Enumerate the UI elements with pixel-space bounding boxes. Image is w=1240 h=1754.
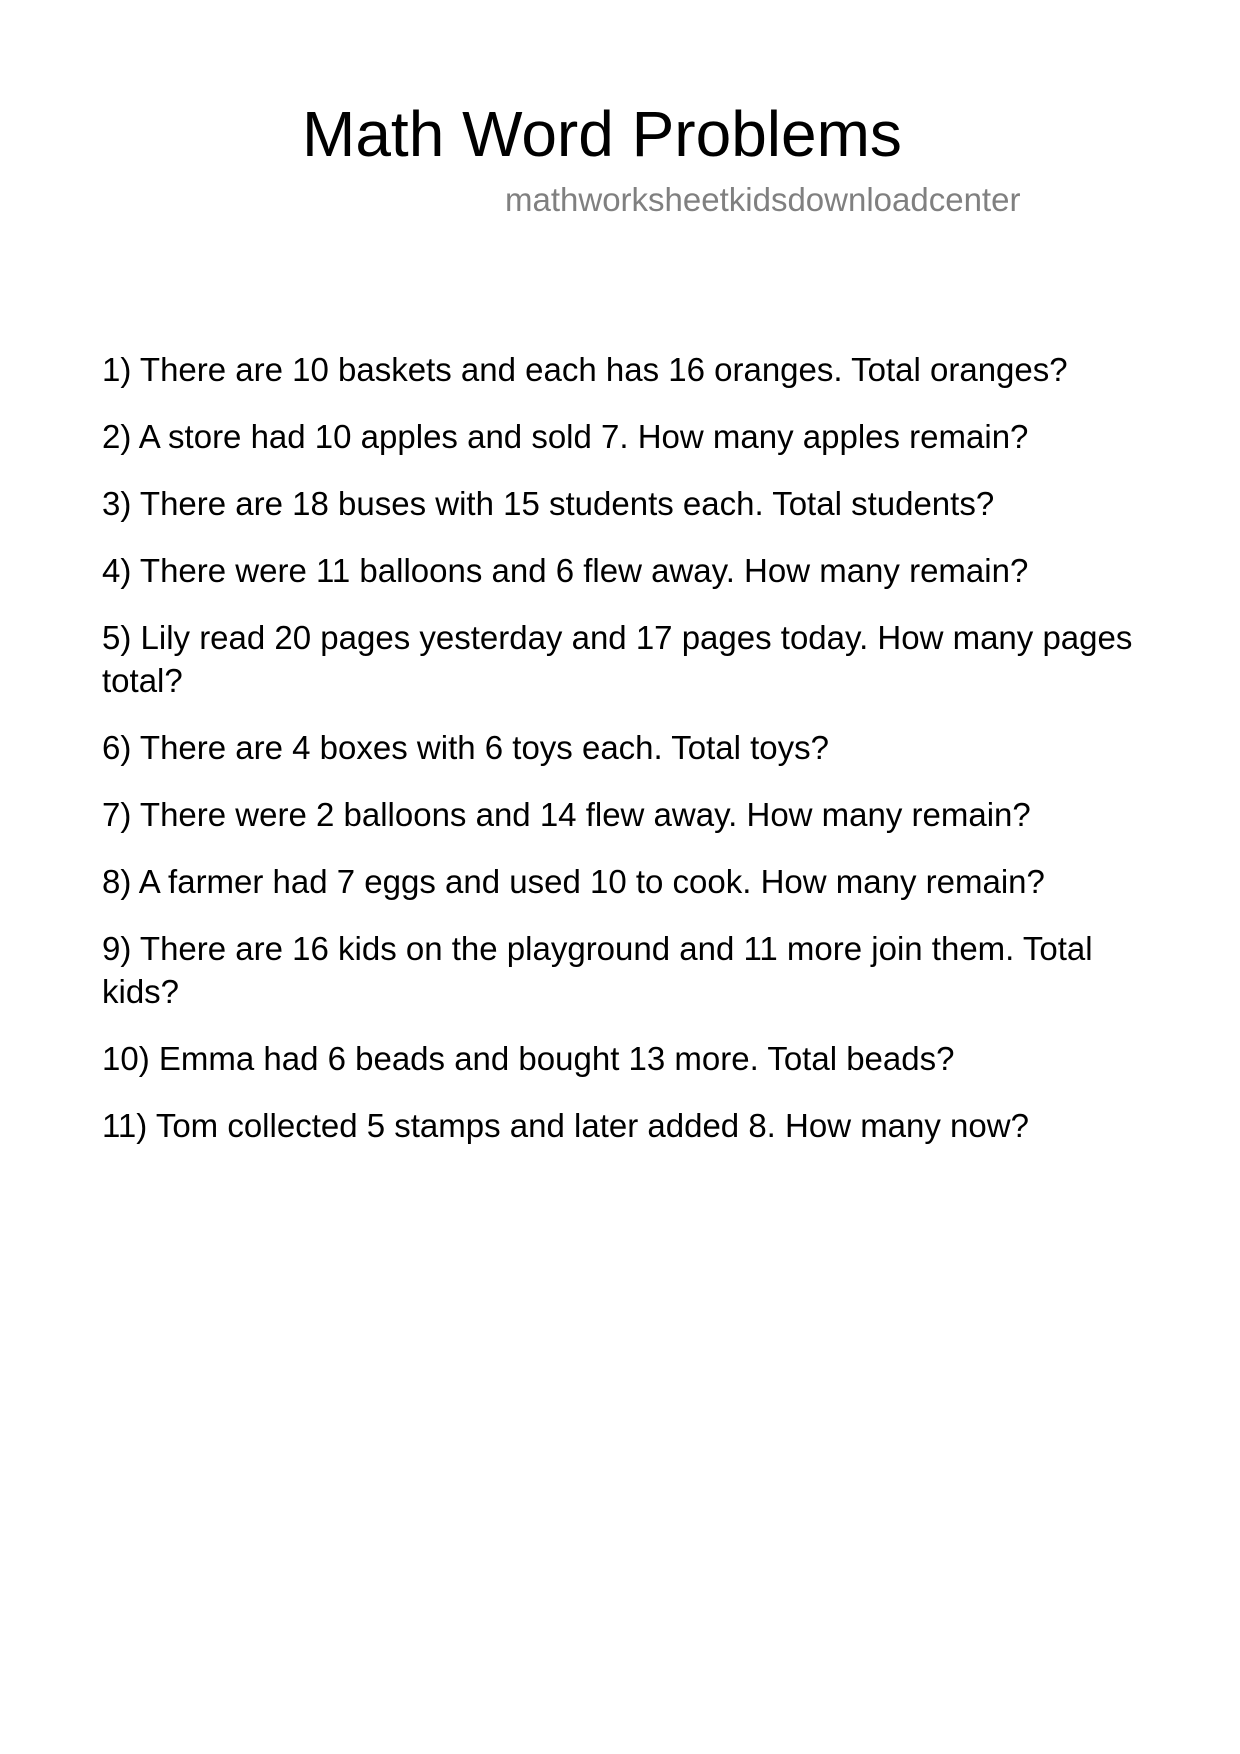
problem-6: 6) There are 4 boxes with 6 toys each. Total toys? (102, 729, 830, 766)
problem-list (102, 348, 1147, 1171)
problem-2: 2) A store had 10 apples and sold 7. How many apples remain? (102, 418, 1029, 455)
problem-4: 4) There were 11 balloons and 6 flew away. How many remain? (102, 552, 1029, 589)
source-subtitle: mathworksheetkidsdownloadcenter (505, 181, 1021, 218)
page-title: Math Word Problems (302, 98, 902, 170)
problem-11: 11) Tom collected 5 stamps and later added 8. How many now? (102, 1107, 1029, 1144)
problem-9: 9) There are 16 kids on the playground and 11 more join them. Total kids? (102, 930, 1093, 1010)
problem-7: 7) There were 2 balloons and 14 flew away. How many remain? (102, 796, 1031, 833)
problem-3: 3) There are 18 buses with 15 students each. Total students? (102, 485, 995, 522)
problem-1: 1) There are 10 baskets and each has 16 oranges. Total oranges? (102, 351, 1068, 388)
problem-5: 5) Lily read 20 pages yesterday and 17 pages today. How many pages total? (102, 619, 1133, 699)
problem-8: 8) A farmer had 7 eggs and used 10 to cook. How many remain? (102, 863, 1045, 900)
problem-10: 10) Emma had 6 beads and bought 13 more. Total beads? (102, 1040, 955, 1077)
